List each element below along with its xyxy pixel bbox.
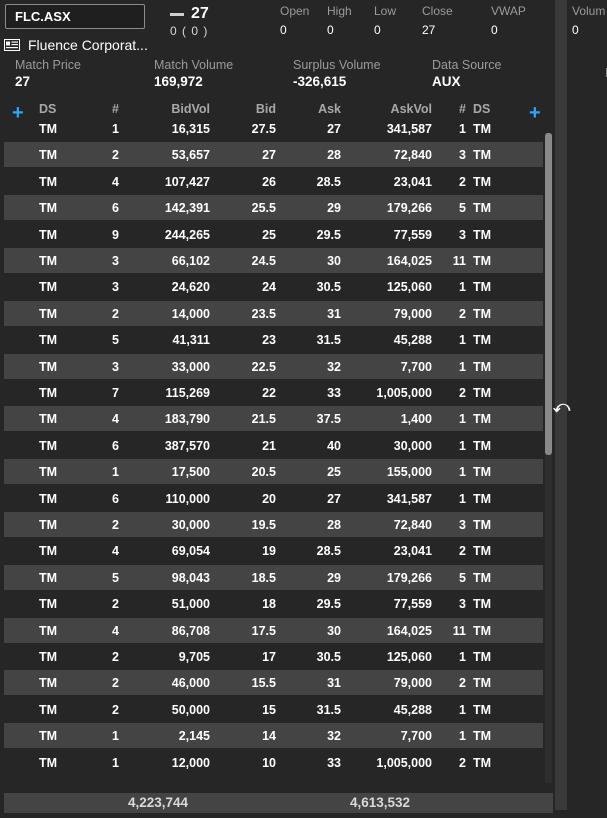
cell-ds-left: TM [39,518,58,532]
cell-ask: 37.5 [316,412,341,427]
cell-ask: 33 [327,386,341,400]
cell-ask: 30 [327,623,341,638]
cell-ds-left: TM [39,729,58,744]
quote-header-volume: Volum [572,4,606,18]
cell-ds-right: TM [473,650,492,664]
cell-askvol: 1,400 [400,412,432,427]
cell-bid: 26 [262,174,276,189]
cell-ds-right: TM [473,544,492,559]
cell-count-right: 2 [459,755,466,770]
cell-askvol: 72,840 [393,148,432,163]
cell-bid: 19 [262,544,276,559]
cell-bidvol: 14,000 [171,306,210,321]
cell-count-left: 2 [112,148,119,163]
total-askvol: 4,613,532 [349,795,410,810]
cell-bidvol: 51,000 [171,597,210,612]
cell-ds-right: TM [473,333,492,348]
cell-ask: 30.5 [316,650,341,664]
cell-bid: 22 [262,386,276,400]
cell-askvol: 125,060 [386,650,432,664]
cell-ds-right: TM [473,386,492,400]
cell-count-left: 3 [112,280,119,295]
cell-askvol: 30,000 [393,438,432,453]
cell-ds-right: TM [473,491,492,506]
cell-bid: 25 [262,227,276,242]
cell-count-left: 2 [112,676,119,691]
price-change: 0 ( 0 ) [170,24,209,38]
flat-dash-icon [170,13,184,16]
cell-count-right: 2 [459,386,466,400]
cell-ask: 25 [327,465,341,480]
header-ds-right: DS [473,102,491,116]
cell-count-left: 4 [112,412,119,427]
cell-bidvol: 98,043 [171,570,210,585]
cell-ds-right: TM [473,755,492,770]
cell-askvol: 155,000 [386,465,432,480]
cell-ds-left: TM [39,148,58,163]
cell-count-left: 1 [112,729,119,744]
cell-askvol: 77,559 [393,227,432,242]
cell-count-left: 2 [112,518,119,532]
stat-label-data-source: Data Source [432,58,502,72]
cell-bid: 10 [262,755,276,770]
header-count-left: # [112,102,119,116]
cell-askvol: 341,587 [386,122,432,136]
cell-askvol: 1,005,000 [376,755,432,770]
cell-askvol: 164,025 [386,254,432,268]
cell-bid: 15.5 [251,676,276,691]
cell-askvol: 1,005,000 [376,386,432,400]
table-row[interactable] [4,750,543,775]
arrow-left-icon[interactable]: ⤺ [553,399,571,416]
cell-ds-right: TM [473,148,492,163]
table-row[interactable] [4,644,543,669]
cell-bid: 15 [262,702,276,717]
cell-askvol: 79,000 [393,676,432,691]
cell-count-right: 1 [459,280,466,295]
quote-value-open: 0 [280,23,287,37]
cell-ask: 27 [327,491,341,506]
cell-count-right: 1 [459,333,466,348]
cell-count-right: 2 [459,544,466,559]
cell-count-left: 1 [112,465,119,480]
quote-header-open: Open [280,4,310,18]
table-row[interactable] [4,380,543,405]
cell-ds-left: TM [39,359,58,374]
cell-bidvol: 115,269 [165,386,210,400]
cell-bid: 17 [262,650,276,664]
header-askvol: AskVol [390,102,432,116]
cell-count-left: 1 [112,755,119,770]
cell-ds-left: TM [39,201,58,216]
cell-ask: 32 [327,359,341,374]
cell-bid: 19.5 [251,518,276,532]
stat-value-data-source: AUX [432,74,461,89]
stat-label-surplus-volume: Surplus Volume [293,58,381,72]
cell-ask: 28.5 [316,544,341,559]
quote-value-vwap: 0 [491,23,498,37]
table-row[interactable] [4,118,543,141]
cell-bidvol: 244,265 [164,227,210,242]
cell-bidvol: 69,054 [171,544,210,559]
cell-count-left: 4 [112,544,119,559]
cell-bidvol: 41,311 [172,333,210,348]
cell-ask: 29 [327,570,341,585]
cell-ds-left: TM [39,491,58,506]
cell-ask: 40 [327,438,341,453]
cell-ds-right: TM [473,623,492,638]
cell-ds-left: TM [39,280,58,295]
cell-ds-left: TM [39,570,58,585]
cell-bid: 18 [262,597,276,612]
cell-ds-left: TM [39,122,58,136]
cell-bid: 23 [262,333,276,348]
table-row[interactable] [4,248,543,273]
cell-ds-right: TM [473,201,492,216]
cell-bid: 23.5 [251,306,276,321]
cell-bid: 21.5 [251,412,276,427]
cell-ds-left: TM [39,650,58,664]
cell-count-right: 1 [459,465,466,480]
table-row[interactable] [4,538,543,563]
cell-ds-right: TM [473,280,492,295]
cell-count-right: 1 [459,650,466,664]
cell-bid: 24 [262,280,276,295]
cell-ds-left: TM [39,333,58,348]
cell-ds-right: TM [473,676,492,691]
cell-ask: 31 [327,306,341,321]
cell-ds-left: TM [39,702,58,717]
cell-bidvol: 46,000 [171,676,210,691]
header-ds-left: DS [39,102,57,116]
cell-count-right: 3 [459,518,466,532]
quote-header-close: Close [422,4,453,18]
cell-count-right: 1 [459,491,466,506]
scrollbar-thumb[interactable] [545,133,552,455]
cell-ds-right: TM [473,227,492,242]
cell-count-right: 2 [459,174,466,189]
table-row[interactable] [4,618,543,643]
cell-bidvol: 16,315 [171,122,210,136]
quote-value-volume: 0 [572,23,579,37]
table-row[interactable] [4,142,543,167]
last-price [170,5,209,23]
table-row[interactable] [4,301,543,326]
cell-bidvol: 12,000 [171,755,210,770]
cell-askvol: 79,000 [393,306,432,321]
cell-ds-left: TM [39,254,58,268]
cell-ds-left: TM [39,544,58,559]
cell-askvol: 7,700 [400,729,432,744]
cell-askvol: 77,559 [393,597,432,612]
cell-count-right: 5 [459,570,466,585]
company-info [4,36,148,54]
table-row[interactable] [4,459,543,484]
table-row[interactable] [4,697,543,722]
cell-ds-right: TM [473,702,492,717]
cell-askvol: 72,840 [393,518,432,532]
header-ask: Ask [318,102,341,116]
cell-ask: 30.5 [316,280,341,295]
cell-count-right: 11 [452,623,466,638]
cell-ds-right: TM [473,518,492,532]
cell-bid: 25.5 [251,201,276,216]
table-row[interactable] [4,354,543,379]
totals-bar [4,793,553,813]
cell-ds-right: TM [473,465,492,480]
cell-count-left: 2 [112,650,119,664]
cell-ask: 30 [327,254,341,268]
table-row[interactable] [4,591,543,616]
stat-value-surplus-volume: -326,615 [293,74,347,89]
cell-count-right: 3 [459,148,466,163]
cell-count-right: 3 [459,597,466,612]
cell-askvol: 179,266 [386,201,432,216]
cell-askvol: 125,060 [386,280,432,295]
cell-count-left: 2 [112,306,119,321]
cell-ds-left: TM [39,227,58,242]
cell-askvol: 23,041 [393,544,432,559]
cell-count-left: 4 [112,174,119,189]
cell-ask: 31.5 [316,702,341,717]
cell-count-left: 9 [112,227,119,242]
cell-ask: 28 [327,148,341,163]
table-row[interactable] [4,512,543,537]
cell-askvol: 7,700 [400,359,432,374]
cell-ask: 33 [327,755,341,770]
cell-ask: 29 [327,201,341,216]
cell-bidvol: 183,790 [164,412,210,427]
cell-ds-left: TM [39,623,58,638]
quote-header-high: High [327,4,352,18]
company-card-icon [4,39,20,51]
cell-ds-left: TM [39,306,58,321]
cell-bidvol: 9,705 [178,650,210,664]
cell-bidvol: 53,657 [171,148,210,163]
cell-count-left: 4 [112,623,119,638]
cell-ds-right: TM [473,597,492,612]
cell-count-right: 3 [459,227,466,242]
cell-ask: 32 [327,729,341,744]
cell-count-left: 6 [112,201,119,216]
cell-bidvol: 33,000 [171,359,210,374]
cell-bid: 27.5 [251,122,276,136]
cell-ask: 28 [327,518,341,532]
cell-ds-right: TM [473,306,492,321]
cell-count-left: 1 [112,122,119,136]
table-row[interactable] [4,433,543,458]
cell-count-left: 3 [112,359,119,374]
cell-ds-left: TM [39,597,58,612]
stat-label-match-volume: Match Volume [154,58,234,72]
cell-ds-right: TM [473,122,492,136]
stat-value-match-price: 27 [15,74,31,89]
table-row[interactable] [4,327,543,352]
cell-count-left: 3 [112,254,119,268]
cell-ask: 29.5 [316,597,341,612]
cell-askvol: 45,288 [393,702,432,717]
cell-askvol: 341,587 [386,491,432,506]
cell-bid: 24.5 [251,254,276,268]
cell-ds-left: TM [39,412,58,427]
add-ask-plus-icon[interactable]: + [529,102,541,124]
cell-ask: 31.5 [316,333,341,348]
cell-ds-right: TM [473,412,492,427]
cell-ds-right: TM [473,174,492,189]
cell-count-left: 2 [112,702,119,717]
stat-label-match-price: Match Price [15,58,81,72]
last-price-value: 27 [191,5,209,22]
cell-bidvol: 86,708 [171,623,210,638]
cell-count-right: 1 [459,702,466,717]
table-row[interactable] [4,169,543,194]
cell-bidvol: 142,391 [164,201,210,216]
depth-table-header [0,100,555,124]
cell-ask: 27 [327,122,341,136]
cell-count-left: 7 [112,386,119,400]
cell-ask: 29.5 [316,227,341,242]
cell-bidvol: 110,000 [165,491,210,506]
cell-ds-left: TM [39,755,58,770]
quote-value-low: 0 [374,23,381,37]
cell-ds-left: TM [39,386,58,400]
cell-count-right: 2 [459,676,466,691]
cell-count-right: 1 [459,122,466,136]
cell-bid: 20.5 [251,465,276,480]
cell-bidvol: 2,145 [178,729,210,744]
cell-askvol: 23,041 [393,174,432,189]
cell-ds-left: TM [39,174,58,189]
cell-ds-left: TM [39,465,58,480]
cell-count-right: 11 [452,254,466,268]
cell-count-right: 1 [459,412,466,427]
cell-bidvol: 24,620 [171,280,210,295]
cell-bidvol: 66,102 [171,254,210,268]
cell-count-left: 2 [112,597,119,612]
cell-ds-left: TM [39,438,58,453]
cell-bid: 20 [262,491,276,506]
cell-count-left: 6 [112,438,119,453]
table-row[interactable] [4,723,543,748]
total-bidvol: 4,223,744 [127,795,188,810]
symbol-input[interactable]: FLC.ASX [5,4,145,29]
cell-askvol: 164,025 [386,623,432,638]
cell-ds-right: TM [473,729,492,744]
cell-ds-right: TM [473,254,492,268]
add-bid-plus-icon[interactable]: + [12,102,24,124]
cell-bidvol: 387,570 [164,438,210,453]
cell-count-right: 1 [459,359,466,374]
depth-table-body[interactable] [4,118,543,783]
cell-askvol: 179,266 [386,570,432,585]
quote-header-low: Low [374,4,397,18]
header-bidvol: BidVol [171,102,210,116]
cell-count-right: 1 [459,438,466,453]
cell-count-right: 1 [459,729,466,744]
company-name: Fluence Corporat... [28,37,148,53]
cell-count-left: 5 [112,333,119,348]
cell-bidvol: 17,500 [171,465,210,480]
cell-ask: 31 [327,676,341,691]
table-row[interactable] [4,222,543,247]
table-row[interactable] [4,274,543,299]
header-bid: Bid [255,102,276,116]
cell-bidvol: 30,000 [171,518,210,532]
stat-value-match-volume: 169,972 [154,74,203,89]
quote-value-high: 0 [327,23,334,37]
cell-bid: 14 [262,729,276,744]
cell-count-left: 6 [112,491,119,506]
cell-bid: 27 [262,148,276,163]
cell-count-left: 5 [112,570,119,585]
table-row[interactable] [4,195,543,220]
table-row[interactable] [4,486,543,511]
cell-bid: 21 [262,438,276,453]
cell-ask: 28.5 [316,174,341,189]
cell-ds-right: TM [473,359,492,374]
cell-bid: 18.5 [251,570,276,585]
quote-value-close: 27 [422,23,436,37]
cell-ds-right: TM [473,570,492,585]
cell-askvol: 45,288 [393,333,432,348]
quote-header-vwap: VWAP [491,4,526,18]
cell-ds-left: TM [39,676,58,691]
table-row[interactable] [4,406,543,431]
table-row[interactable] [4,670,543,695]
cell-bidvol: 107,427 [164,174,210,189]
header-count-right: # [459,102,466,116]
cell-bid: 17.5 [251,623,276,638]
cell-ds-right: TM [473,438,492,453]
cell-count-right: 5 [459,201,466,216]
table-row[interactable] [4,565,543,590]
cell-bid: 22.5 [251,359,276,374]
cell-bidvol: 50,000 [171,702,210,717]
cell-count-right: 2 [459,306,466,321]
